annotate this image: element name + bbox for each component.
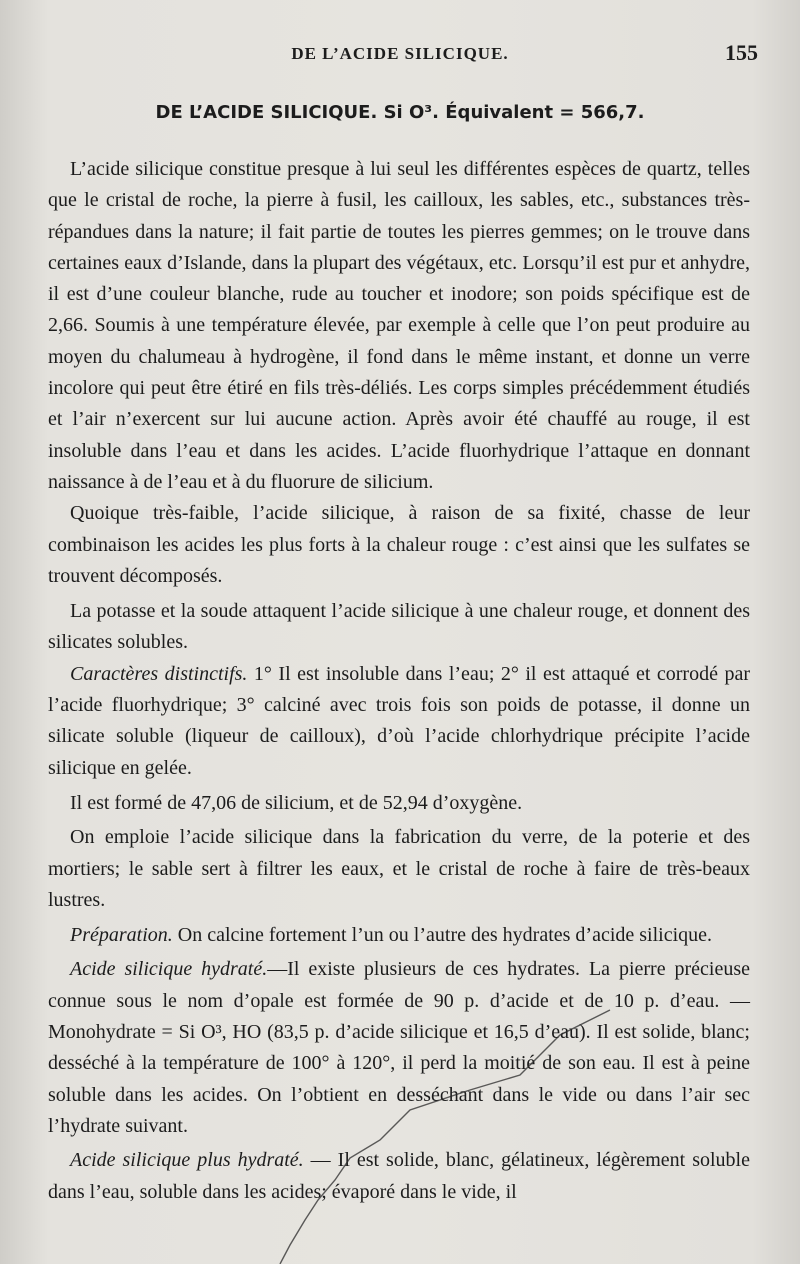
paragraph (48, 1145, 750, 1208)
paragraph-lead: Caractères distinctifs. (70, 662, 248, 685)
paragraph (48, 954, 750, 1142)
paragraph (48, 822, 750, 916)
paragraph-lead: Acide silicique hydraté. (70, 958, 268, 981)
running-title: DE L’ACIDE SILICIQUE. (291, 44, 509, 63)
paragraph (48, 154, 750, 498)
page-number: 155 (725, 40, 758, 65)
paragraph (48, 920, 750, 951)
paragraph-text: Il est formé de 47,06 de silicium, et de 52,94 d’oxygène. (70, 791, 523, 814)
section-heading: DE L’ACIDE SILICIQUE. Si O³. Équivalent = 566,7. (155, 102, 645, 123)
paragraph-lead: Acide silicique plus hydraté. (70, 1149, 304, 1172)
paragraph-text: On calcine fortement l’un ou l’autre des hydrates d’acide silicique. (172, 924, 713, 947)
paragraph-lead: Préparation. (70, 924, 173, 947)
running-header (0, 40, 800, 74)
paragraph-text: On emploie l’acide silicique dans la fabrication du verre, de la poterie et des mortiers; le sable sert à filtrer les eaux, et le cristal de roche à faire de très-beaux lustres. (48, 826, 750, 911)
paragraph (48, 788, 750, 819)
paragraph-text: 1° Il est insoluble dans l’eau; 2° il est attaqué et corrodé par l’acide fluorhydrique; 3° calciné avec trois fois son poids de potasse, il donne un silicate soluble (liqueur de cailloux), d’où l’acide chlorhydrique précipite l’acide silicique en gelée. (48, 662, 750, 779)
paragraph-text: La potasse et la soude attaquent l’acide silicique à une chaleur rouge, et donnent des silicates solubles. (48, 600, 750, 654)
paragraph (48, 596, 750, 659)
paragraph-text: — Il est solide, blanc, gélatineux, légèrement soluble dans l’eau, soluble dans les acides; évaporé dans le vide, il (48, 1149, 750, 1203)
paragraph (48, 659, 750, 784)
paragraph (48, 498, 750, 592)
body-text (48, 154, 750, 1208)
paragraph-text: L’acide silicique constitue presque à lui seul les différentes espèces de quartz, telles que le cristal de roche, la pierre à fusil, les cailloux, les sables, etc., substances très-répandues dans la nature; il fait partie de toutes les pierres gemmes; on le trouve dans certaines eaux d’Islande, dans la plupart des végétaux, etc. Lorsqu’il est pur et anhydre, il est d’une couleur blanche, rude au toucher et inodore; son poids spécifique est de 2,66. Soumis à une température élevée, par exemple à celle que l’on peut produire au moyen du chalumeau à hydrogène, il fond dans le même instant, et donne un verre incolore qui peut être étiré en fils très-déliés. Les corps simples précédemment étudiés et l’air n’exercent sur lui aucune action. Après avoir été chauffé au rouge, il est insoluble dans l’eau et dans les acides. L’acide fluorhydrique l’attaque en donnant naissance à de l’eau et à du fluorure de silicium. (48, 158, 750, 493)
paragraph-text: Quoique très-faible, l’acide silicique, à raison de sa fixité, chasse de leur combinaison les acides les plus forts à la chaleur rouge : c’est ainsi que les sulfates se trouvent décomposés. (48, 502, 750, 587)
paragraph-text: —Il existe plusieurs de ces hydrates. La pierre précieuse connue sous le nom d’opale est formée de 90 p. d’acide et de 10 p. d’eau. — Monohydrate = Si O³, HO (83,5 p. d’acide silicique et 16,5 d’eau). Il est solide, blanc; desséché à la température de 100° à 120°, il perd la moitié de son eau. Il est à peine soluble dans les acides. On l’obtient en desséchant dans le vide ou dans l’air sec l’hydrate suivant. (48, 958, 751, 1137)
